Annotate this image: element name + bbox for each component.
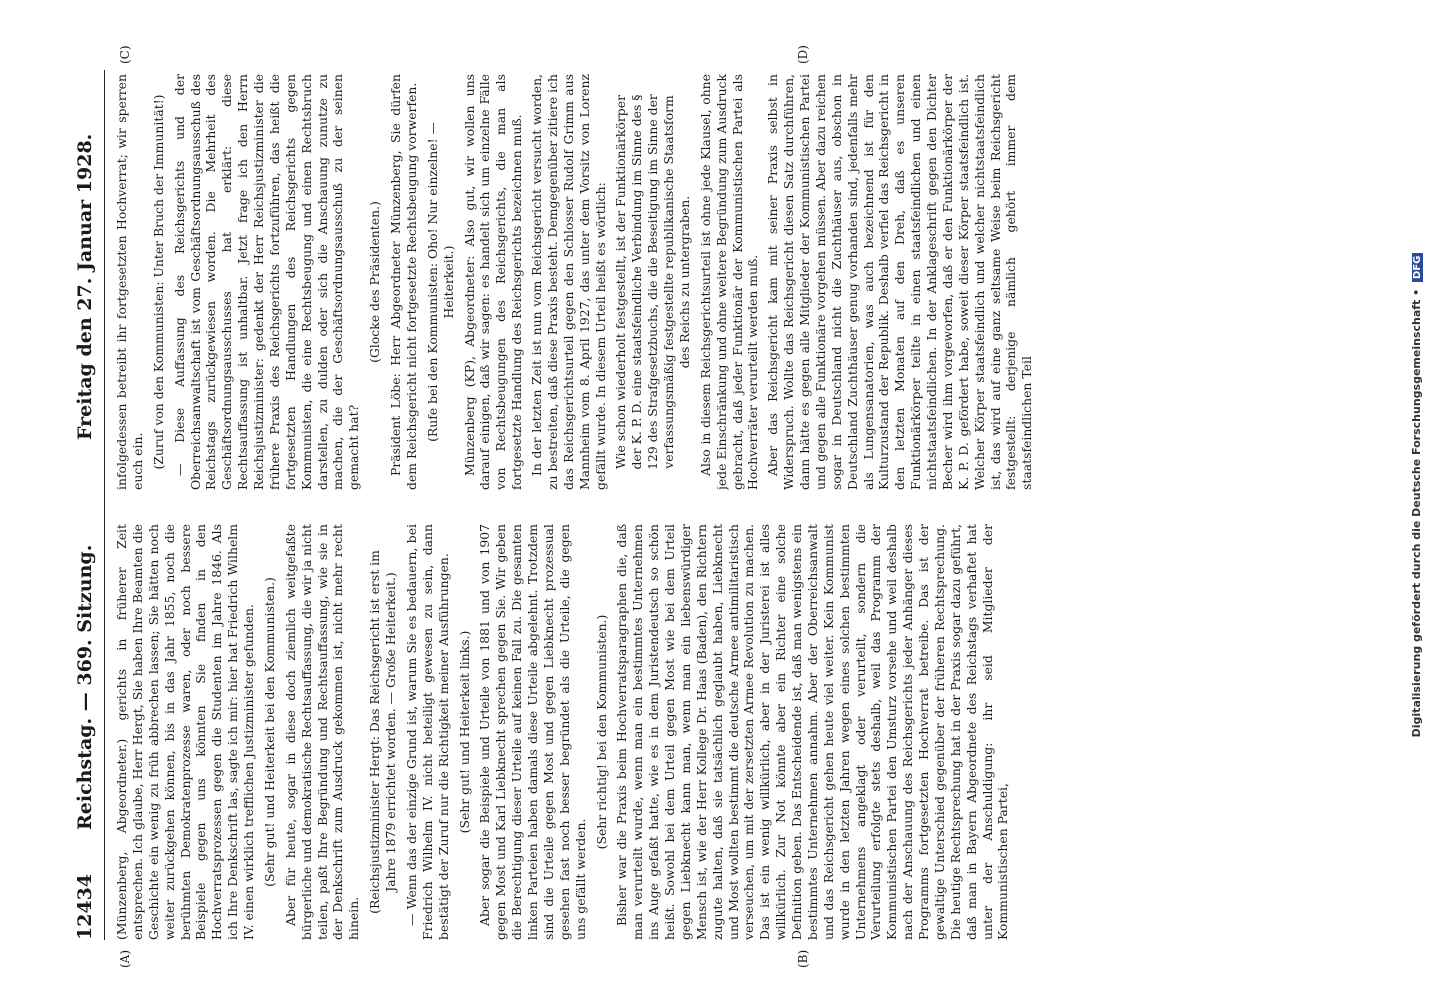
interjection: (Sehr gut! und Heiterkeit links.) xyxy=(456,630,472,834)
paragraph: Präsident Löbe: Herr Abgeordneter Münzenberg, Sie dürfen dem Reichsgericht nicht fortgesetzte Rechtsbeugung vorwerfen. xyxy=(388,74,419,490)
paragraph: Also in diesem Reichsgerichtsurteil ist ohne jede Klausel, ohne jede Einschränkung und ohne weitere Begründung zum Ausdruck gebracht, daß jeder Funktionär der Kommunistischen Partei als Hochverräter verurteilt werden muß. xyxy=(697,74,761,490)
margin-mark-c: (C) xyxy=(118,45,132,64)
interjection: (Zuruf von den Kommunisten: Unter Bruch der Immunität!) xyxy=(150,94,166,470)
paragraph: infolgedessen betreibt ihr fortgesetzten Hochverrat; wir sperren euch ein. xyxy=(114,74,145,490)
margin-mark-b: (B) xyxy=(796,949,810,968)
interjection: (Glocke des Präsidenten.) xyxy=(367,201,383,363)
interjection: (Sehr gut! und Heiterkeit bei den Kommunisten.) xyxy=(261,577,277,887)
interjection: (Sehr richtig! bei den Kommunisten.) xyxy=(593,614,609,850)
quotation: Wie schon wiederholt festgestellt, ist der Funktionärkörper der K. P. D. eine staatsfeindliche Verbindung im Sinne des § 129 des Strafgesetzbuchs, die die Beseitigung im Sinne der verfassungsmäßig festgestellte republikanische Staatsform des Reichs zu untergraben. xyxy=(613,94,692,470)
interjection: (Rufe bei den Kommunisten: Oho! Nur einzelne! — Heiterkeit.) xyxy=(424,122,456,442)
paragraph: Aber das Reichsgericht kam mit seiner Praxis selbst in Widerspruch. Wollte das Reichsgericht diesen Satz durchführen, dann hätte es gegen alle Mitglieder der Kommunistischen Partei und gegen alle Funktionäre vorgehen müssen. Aber dazu reichen sogar in Deutschland nicht die Zuchthäuser aus, obschon in Deutschland Zuchthäuser genug vorhanden sind, jedenfalls mehr als Lungensanatorien, was auch bezeichnend ist für den Kulturzustand der Republik. Deshalb verfiel das Reichsgericht in den letzten Monaten auf den Dreh, daß es unseren Funktionärkörper teilte in einen staatsfeindlichen und einen nichtstaatsfeindlichen. In der Anklageschrift gegen den Dichter Becher wird ihm vorgeworfen, daß er den Funktionärkörper der K. P. D. gefördert habe, soweit dieser Körper staatsfeindlich ist. Welcher Körper staatsfeindlich und welcher nichtstaatsfeindlich ist, das wird auf eine ganz seltsame Weise beim Reichsgericht festgestellt: derjenige nämlich gehört immer dem staatsfeindlichen Teil xyxy=(765,74,1035,490)
paragraph: Aber für heute, sogar in diese doch ziemlich weitgefaßte bürgerliche und demokratische Rechtsauffassung, die wir ja nicht teilen, paßt Ihre Begründung und Rechtsauffassung, wie sie in der Denkschrift zum Ausdruck gekommen ist, nicht mehr recht hinein. xyxy=(282,524,362,940)
interjection: (Reichsjustizminister Hergt: Das Reichsgericht ist erst im Jahre 1879 errichtet worden. — Große Heiterkeit.) xyxy=(367,550,398,914)
session-date: Freitag den 27. Januar 1928. xyxy=(74,133,96,440)
page-number: 12434 xyxy=(74,873,96,940)
session-title: Reichstag. — 369. Sitzung. xyxy=(74,544,96,830)
paragraph: — Diese Auffassung des Reichsgerichts und der Oberreichsanwaltschaft ist vom Geschäftsordnungsausschuß des Reichstags zurückgewiesen worden. Die Mehrheit des Geschäftsordnungsausschusses hat erklärt: diese Rechtsauffassung ist unhaltbar. Jetzt frage ich den Herrn Reichsjustizminister: gedenkt der Herr Reichsjustizminister die frühere Praxis des Reichsgerichts fortzuführen, das heißt die fortgesetzten Handlungen des Reichsgerichts gegen Kommunisten, die eine Rechtsbeugung und einen Rechtsbruch darstellen, zu dulden oder sich die Anschauung zunutze zu machen, die der Geschäftsordnungsausschuß zu der seinen gemacht hat? xyxy=(171,74,362,490)
margin-mark-d: (D) xyxy=(796,45,810,64)
paragraph: Bisher war die Praxis beim Hochverratsparagraphen die, daß man verurteilt wurde, wenn man ein bestimmtes Unternehmen ins Auge gefaßt hatte, wie es in dem Juristendeutsch so schön heißt. Sowohl bei dem Urteil gegen Most wie bei dem Urteil gegen Liebknecht kann man, wenn man ein liebenswürdiger Mensch ist, wie der Herr Kollege Dr. Haas (Baden), den Richtern zugute halten, daß sie tatsächlich geglaubt haben, Liebknecht und Most wollten bestimmt die deutsche Armee antimilitaristisch verseuchen, um mit der zersetzten Armee Revolution zu machen. Das ist ein wenig willkürlich, aber in der Juristerei ist alles willkürlich. Zur Not könnte aber ein Richter eine solche Definition geben. Das Entscheidende ist, daß man wenigstens ein bestimmtes Unternehmen annahm. Aber der Oberreichsanwalt und das Reichsgericht gehen heute viel weiter. Kein Kommunist wurde in den letzten Jahren wegen eines solchen bestimmten Unternehmens angeklagt oder verurteilt, sondern die Verurteilung erfolgte stets deshalb, weil das Programm der Kommunistischen Partei den Umsturz vorsehe und weil deshalb nach der Anschauung des Reichsgerichts jeder Anhänger dieses Programms fortgesetzten Hochverrat betreibe. Das ist der gewaltige Unterschied gegenüber der früheren Rechtsprechung. Die heutige Rechtsprechung hat in der Praxis sogar dazu geführt, daß man in Bayern Abgeordnete des Reichstags verhaftet hat unter der Anschuldigung: ihr seid Mitglieder der Kommunistischen Partei, xyxy=(614,524,1011,940)
paragraph: Münzenberg (KP), Abgeordneter: Also gut, wir wollen uns darauf einigen, daß wir sagen: es handelt sich um einzelne Fälle von Rechtsbeugungen des Reichsgerichts, die man als fortgesetzte Handlung des Reichsgerichts bezeichnen muß. xyxy=(461,74,525,490)
paragraph: Aber sogar die Beispiele und Urteile von 1881 und von 1907 gegen Most und Karl Liebknecht sprechen gegen Sie. Wir geben die Berechtigung dieser Urteile auf keinen Fall zu. Die gesamten linken Parteien haben damals diese Urteile abgelehnt. Trotzdem sind die Urteile gegen Most und gegen Liebknecht prozessual gesehen fast noch besser begründet als die Urteile, die gegen uns gefällt werden. xyxy=(477,524,588,940)
left-column xyxy=(114,524,1394,940)
paragraph: — Wenn das der einzige Grund ist, warum Sie es bedauern, bei Friedrich Wilhelm IV. nicht beteiligt gewesen zu sein, dann bestätigt der Zuruf nur die Richtigkeit meiner Ausführungen. xyxy=(403,524,451,940)
right-column xyxy=(114,74,1394,490)
document-page xyxy=(66,45,1406,968)
digitization-notice xyxy=(1410,30,1430,960)
margin-mark-a: (A) xyxy=(118,949,132,968)
paragraph: In der letzten Zeit ist nun vom Reichsgericht versucht worden, zu bestreiten, daß diese Praxis besteht. Demgegenüber zitiere ich das Reichsgerichtsurteil gegen den Schlosser Rudolf Grimm aus Mannheim vom 8. April 1927, das unter dem Vorsitz von Lorenz gefällt wurde. In diesem Urteil heißt es wörtlich: xyxy=(529,74,608,490)
header-rule xyxy=(104,70,105,940)
dfg-logo: DFG xyxy=(1412,253,1423,282)
digitization-text: Digitalisierung gefördert durch die Deutsche Forschungsgemeinschaft • xyxy=(1410,288,1423,738)
page-header xyxy=(66,70,106,940)
paragraph: (Münzenberg, Abgeordneter.) gerichts in früherer Zeit entsprechen. Ich glaube, Herr Hergt, Sie haben Ihre Beamten die Geschichte ein wenig zu früh abbrechen lassen; Sie hätten noch weiter zurückgehen können, bis in das Jahr 1855, noch die berühmten Demokratenprozesse waren, oder noch bessere Beispiele gegen uns könnten Sie finden in den Hochverratsprozessen gegen die Studenten im Jahre 1846. Als ich Ihre Denkschrift las, sagte ich mir: hier hat Friedrich Wilhelm IV. einen wirklich trefflichen Justizminister gefunden. xyxy=(114,524,256,940)
